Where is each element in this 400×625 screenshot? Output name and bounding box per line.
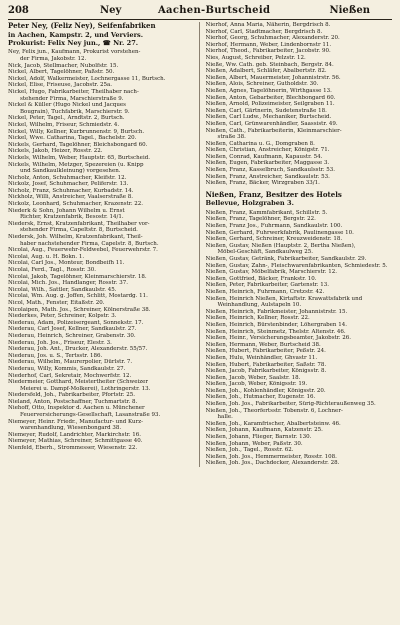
directory-entry: Nickel, Hugo, Fabrikarbeiter, Theilhaber nach- [8, 88, 139, 95]
header-right-word: Nießen [329, 5, 370, 16]
ad-title: Peter Ney, (Feliz Ney), Seifenfabriken [8, 22, 156, 30]
directory-entry: Nießen, Heinrich, Fuhrmann, Cretzstr. 42. [205, 288, 325, 295]
directory-entry: Richter, Kratzenfabrik, Besostr. 14/1. [20, 214, 124, 221]
directory-entry: Nießen, Jacob, Weber, Königsstr. 19. [205, 381, 308, 388]
directory-entry: Nießen, Johann, Flieger, Barnstr. 130. [205, 434, 312, 441]
directory-entry: Meierei u. Dampf-Molkerei), Lothringerstr. 13. [20, 385, 151, 392]
directory-entry: Nießen, Eugen, Fabrikarbeiter, Maggasse 3. [205, 160, 330, 167]
directory-entry: Nicholz, Franz, Schuhmacher, Kurbadstr. 14. [8, 187, 134, 194]
directory-entry: Niemeyer, Heinr. Friedr., Manufactur- und Kurz- [8, 418, 143, 425]
directory-entry: Feuerversicherungs-Gesellschaft, Lasanstraße 93. [20, 412, 161, 419]
directory-entry: Nierhof, Georg, Schuhmacher, Alexanderstr. 20. [205, 35, 340, 42]
directory-entry: Nickels, Wilhelm, Metzger, Spezereien (u. Knipp [8, 161, 144, 168]
directory-entry: Nickels, Gerhard, Tagelöhner, Bleichsbongard 60. [8, 141, 148, 148]
directory-entry: Nießen, Gottfried, Bäcker, Frankstr. 10. [205, 275, 317, 282]
directory-entry: Nießen, Gustav, Nießen (Hauptstr. 2, Bertha Nießen), [205, 242, 356, 249]
directory-entry: Niemeyer, Mathias, Schreiner, Schmittgasse 40. [8, 438, 143, 445]
directory-entry: Nickel, Wilhelm, Friseur, Schmiedstr. 4. [8, 121, 120, 128]
directory-entry: Nies, August, Schreiber, Pelzstr. 12. [205, 54, 306, 61]
directory-entry: Nießen, Anton, Gebarbeiter, Blechbongard 60. [205, 94, 336, 101]
directory-entry: Nießen, Heinr., Versicherungsbeamter, Jakobstr. 26. [205, 335, 351, 342]
directory-entry: der Firma, Jakobstr. 12. [20, 56, 87, 62]
directory-entry: halle. [217, 414, 233, 421]
directory-entry: Nießen, Joh., Tagel., Rosstr. 62. [205, 447, 294, 454]
ney-ad-block [8, 22, 195, 47]
ad-location: in Aachen, Kampstr. 2, und Verviers. [8, 30, 144, 39]
directory-entry: Nicolai, Jakob, Tagelöhner, Kleinmarschierstr. 18. [8, 273, 147, 280]
left-column [8, 22, 200, 467]
directory-entry: Niederau, Carl Josef, Kellner, Sandkaulstr. 27. [8, 326, 137, 333]
page-header [8, 3, 392, 19]
right-entry-list-a [206, 22, 393, 187]
directory-entry: Nießen, Heinrich Nießen, Kirtaftstr. Krawattsfabrik und [205, 295, 363, 302]
directory-entry: warenhandlung, Wiesenbongard 38. [20, 425, 122, 432]
directory-entry: Nießen, Carl, Gärtnerin, Sudetenstraße 18. [205, 107, 327, 114]
directory-entry: Niedersfeld, Joh., Fabrikarbeiter, Pfortstr. 25. [8, 392, 136, 399]
directory-entry: Nießen, Christian, Anstreicher, Königstr. 71. [205, 147, 330, 154]
directory-entry: Nießen, Conrad, Kaufmann, Kapaustr. 54. [205, 153, 323, 160]
directory-entry: Niedermeier, Gotthard, Meistertheiter (Schweizer [8, 379, 149, 386]
directory-entry: Nick, Jacob, Stellmacher, Nubolfstr. 15. [8, 62, 119, 69]
directory-entry: Nießen, Carl, Grünwarenhändler, Saassistr. 49. [205, 120, 338, 127]
directory-entry: Nierhof, Carl, Stadtmacher, Bergdrisch 8. [205, 28, 323, 35]
directory-entry: Nicolai, Aug. u. H. Bokn. 1. [8, 253, 85, 260]
directory-entry: Nießen, Franz Jos., Fuhrmann, Sandkaulstr. 100. [205, 223, 343, 230]
directory-entry: Niederau, Willy, Kommis, Sandkaulstr. 27. [8, 365, 126, 372]
ad-prokurist: Prokurist: Felix Ney jun., ☎ Nr. 27. [8, 39, 139, 47]
directory-entry: und Sandkaulkleinung) vorgesehen. [20, 168, 121, 175]
directory-entry: Niederau, Heinrich, Schreiner, Grabenstr. 30. [8, 332, 136, 339]
directory-entry: Nickholz, Willi, Anstreicher, Vaalserstraße 8. [8, 194, 134, 201]
directory-entry: Nießen, Franz, Bäcker, Wirzgraben 33/1. [205, 180, 320, 187]
directory-entry: Nicholz, Anton, Schuhmacher, Kleifstr. 12. [8, 174, 127, 181]
header-title: Aachen-Burtscheid [158, 5, 271, 16]
directory-entry: Nießen, Heinrich, Steinmetz, Thelstr. Altenstr. 46. [205, 328, 346, 335]
header-rule [8, 19, 392, 20]
directory-entry: Nickel, Albert, Tagelöhner, Paßstr. 50. [8, 69, 115, 76]
directory-entry: Niederau, Jos. u. S., Tertsstr. 186. [8, 352, 103, 359]
directory-entry: Nickel, Peter, Tagel., Arndtstr. 2, Burtsch. [8, 115, 125, 122]
directory-entry: Nießen, Gerhard, Fuhrwerkfabrik, Paulinengasse 10. [205, 229, 354, 236]
right-column [206, 22, 393, 467]
directory-entry: Nießen, Joh., Hutmacher, Eugenstr. 16. [205, 394, 316, 401]
directory-entry: Weinhandlung, Aulstapeln 10. [217, 302, 302, 309]
directory-entry: Niederau, Wilhelm, Maurerpolier, Dürlstr. 7. [8, 359, 133, 366]
page-number: 208 [8, 5, 29, 16]
directory-entry: Nießen, Cath., Fabrikarbeiterin, Kleinmarschier- [205, 127, 342, 134]
directory-entry: Nicolai, Wilh., Sattler, Sandkaulstr. 45. [8, 286, 117, 293]
directory-entry: Nießen, Alois, Schreiner, Gutholdstr. 30. [205, 81, 319, 88]
directory-entry: Nießen, Adalbert, Schläfer, Abalbertstr. 82. [205, 68, 327, 75]
directory-entry: Nienfeld, Eberh., Strommesser, Wiesenstr. 22. [8, 445, 138, 452]
hotel-ad-block [206, 191, 393, 208]
directory-entry: Nicolai, Carl Jos., Monteur, Bondbeifh 11. [8, 260, 125, 267]
directory-entry: Nierhof, Theod., Fabrikarbeiter, Jacobstr. 90. [205, 48, 331, 55]
directory-entry: Nickels, Jakob, Heizer, Rosstr. 22. [8, 148, 103, 155]
directory-entry: Niederau, Adam, Polizeisergeant, Sonnekstr. 17. [8, 319, 144, 326]
directory-entry: Nierhof, Hermann, Weber, Lindenbornstr 11. [205, 41, 332, 48]
directory-entry: haber nachstehender Firma, Capelstr. 8, Burtsch. [20, 240, 159, 247]
directory-entry: Niedersk, Ernst, Kratzenfabrikant, Theilhaber vor- [8, 220, 150, 227]
directory-entry: Nicolai, Ferd., Tagl., Rosstr. 30. [8, 267, 97, 273]
directory-entry: Nießen, Johann, Weber, Paßstr. 30. [205, 440, 303, 447]
directory-entry: Nieland, Anton, Postschaffner, Tuchmartstr. 8. [8, 398, 138, 405]
directory-entry: Nießen, Franz, Kasselbruch, Sandkaulsstr. 53. [205, 167, 335, 174]
directory-entry: Nießen, Heinrich, Kellner, Rosstr. 22. [205, 315, 310, 322]
directory-entry: Nießen, Heinrich, Fabrikmeister, Johannistrstr. 15. [205, 308, 348, 315]
left-entry-list [8, 49, 195, 451]
directory-entry: Nießen, Heinrich, Bürstenbinder, Löhergraben 14. [205, 321, 347, 328]
directory-entry: stehender Firma, Marschierstraße 9. [20, 95, 124, 102]
directory-entry: Niedersk, Joh. Wilhelm, Kratzenfabrikant, Theil- [8, 234, 143, 241]
directory-entry: Nießen, Gustav, Getränk, Fabrikarbeiter, Sandkaulstr. 29. [205, 256, 367, 262]
directory-entry: Nickel, Elise, Friseuse, Jacobstr. 25a. [8, 82, 112, 89]
directory-entry: stehender Firma, Capeltstr. 8, Burtscheid. [20, 227, 138, 234]
hotel-ad-title: Nießen, Franz, Besitzer des Hotels [205, 190, 342, 199]
directory-entry: Niemeyer, Rudolf, Landrichter, Markirchstr. 16. [8, 431, 141, 438]
directory-entry: Nickolz, Leonhard, Schuhmacher, Krazenstr. 22. [8, 201, 144, 208]
directory-entry: Nießen, Arnold, Polizeimeister, Seilgraben 11. [205, 101, 335, 108]
directory-entry: Nickolz, Josef, Schuhmacher, Peliferstr. 13. [8, 181, 129, 188]
directory-entry: Nicolaipen, Math. Jos., Schreiner, Kölnerstraße 38. [8, 306, 151, 313]
directory-entry: Nießen, Joh., Theorfertsstr. Tobenstr. 6, Lochner- [205, 407, 343, 414]
directory-entry: Nießen, Franz, Anstreicher, Sandkaulstr. 53. [205, 173, 330, 180]
directory-entry: Nierhof, Anna Maria, Näherin, Bergdrisch 8. [205, 22, 331, 28]
directory-entry: Nießen, Agnes, Tagelöhnerin, Wirthgasse 13. [205, 87, 332, 94]
columns [8, 22, 392, 467]
directory-entry: Nießen, Franz, Tagelöhner, Bergstr. 22. [205, 216, 316, 223]
directory-entry: Nicolai, Wm. Aug. g. Joffen, Schlitt, Mostardg. 11. [8, 293, 148, 300]
directory-entry: Nickel, Adolf, Walkermeister, Lochnergasse 11, Burtsch. [8, 75, 166, 82]
directory-entry: Niederkes, Peter, Schreiner, Kolpstr. 3. [8, 313, 117, 320]
directory-entry: Bougrain), Tuchfabrik, Marschierstr. 9. [20, 108, 130, 115]
directory-entry: Nießen, Albert, Mauermeister, Johannistrstr. 56. [205, 74, 341, 81]
directory-entry: Nießen, Joh. Jos., Hemmermeister, Rosstr. 108. [205, 453, 337, 460]
directory-entry: straße 38. [217, 134, 246, 141]
directory-entry: Möbel-Geschäft, Sandkaulweg 25. [217, 249, 313, 256]
directory-entry: Niederau, Joh. Jos., Friseur, Elestr. 3. [8, 339, 112, 346]
directory-entry: Niederhof, Carl, Sekretair, Mochwerfstr. 12. [8, 372, 132, 379]
directory-entry: Nießen, Peter, Fabrikarbeiter, Gartenstr. 13. [205, 282, 329, 289]
directory-entry: Nießen, Catharina u. G., Domgraben 8. [205, 140, 315, 147]
directory-entry: Nickel, Willy, Kellner, Kurbrunnenstr. 9, Burtsch. [8, 128, 145, 135]
directory-entry: Nießen, Joh. Jos., Dachdecker, Alexanderstr. 28. [205, 460, 340, 467]
directory-entry: Nieße, Ww. Cath. geb. Steinbach, Bergstr. 84. [205, 61, 334, 68]
directory-entry: Nießen, Joh., Karamfrischer, Abalbertsteinw. 46. [205, 420, 341, 427]
directory-entry: Nickel & Küller (Hugo Nickel und Jacques [8, 102, 126, 109]
directory-entry: Nießen, Hermann, Weber, Burtscheid 38. [205, 341, 321, 348]
directory-entry: Nießen, Gerhard, Schreiner, Kreuzweidenstr. 18. [205, 236, 343, 243]
directory-entry: Nießen, Franz, Kammfabrikant, Schillstr. 5. [205, 209, 328, 216]
directory-entry: Nießen, Hubert, Fabrikarbeiter, Peßstr. 24. [205, 348, 326, 355]
directory-entry: Niederk & Sohn, Johann Wilhelm u. Ernst [8, 207, 125, 214]
directory-entry: Nießen, Hubert, Fabrikarbeiter, Saßstr. 78. [205, 361, 327, 368]
header-left-word: Ney [100, 5, 122, 16]
directory-entry: Nickel, Wwe. Catharina, Tagel., Bachelstr. 20. [8, 135, 137, 142]
directory-entry: Nicol, Math., Fenster, Eitaßstr. 20. [8, 299, 105, 306]
directory-entry: Nießen, Joh., Kohlenhändler, Königsstr. 20. [205, 387, 326, 394]
hotel-ad-name: Bellevue, Holzgraben 3. [205, 199, 294, 208]
directory-entry: Nießen, Jacob, Weber, Saalstr. 18. [205, 374, 301, 381]
directory-entry: Nießen, Joh. Jos., Fabrikarbeiter, Sürig-Richteraußenweg 35. [205, 401, 376, 408]
directory-entry: Niehoff, Otto, Inspektor d. Aachen u. Münchener [8, 405, 145, 412]
directory-entry: Nießen, Carl Ludw., Mechaniker, Burtscheid. [205, 114, 332, 121]
directory-entry: Nicolai, Aug., Feuerwehr-Feldwebel, Feuerwehrstr. 7. [8, 247, 158, 254]
directory-entry: Nicolai, Mich. Jos., Handlanger, Rosstr. 37. [8, 280, 128, 287]
right-entry-list-b [206, 210, 393, 467]
directory-entry: Nickels, Wilhelm, Weber, Hauptstr. 65, Burtscheid. [8, 154, 150, 161]
directory-entry: Niederau, Joh. Ant., Drucker, Alexanderstr. 55/57. [8, 346, 148, 353]
directory-entry: Nießen, Jacob, Fabrikarbeiter, Königsstr. 8. [205, 368, 327, 375]
directory-entry: Nießen, Hulu, Weinhändler, Ghvastr 11. [205, 354, 318, 361]
directory-entry: Nießen, Gustav, Zahn-, Fleischwarenfabrikanten, Schmiedestr. 5. [205, 262, 388, 269]
directory-entry: Nießen, Gustav, Möbelfabrik, Marschierstr. 12. [205, 269, 337, 276]
directory-entry: Ney, Felix jun., Kaufmann, Prokurist vorstehen- [8, 49, 141, 56]
directory-entry: Nießen, Johann, Kaufmann, Katzenstr. 25. [205, 427, 323, 434]
